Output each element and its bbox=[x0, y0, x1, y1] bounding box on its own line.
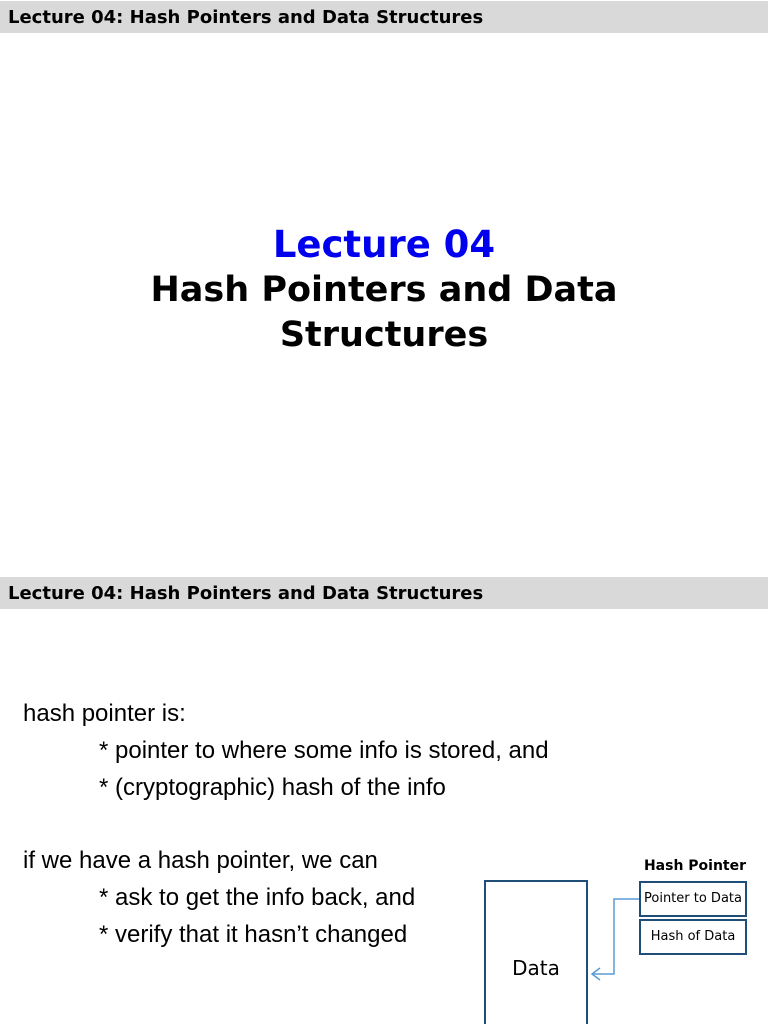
hash-pointer-diagram bbox=[480, 854, 768, 1024]
slide2-header-text: Lecture 04: Hash Pointers and Data Structures bbox=[8, 583, 484, 604]
slide1-header-bar bbox=[0, 1, 768, 33]
slide1-title-block bbox=[0, 222, 768, 358]
hash-pointer-title: Hash Pointer bbox=[643, 858, 747, 874]
capabilities-bullet: * ask to get the info back, and bbox=[99, 884, 416, 911]
slide1-header-text: Lecture 04: Hash Pointers and Data Structures bbox=[8, 7, 484, 28]
pointer-to-data-cell: Pointer to Data bbox=[639, 881, 747, 917]
definition-bullet: * (cryptographic) hash of the info bbox=[99, 774, 446, 801]
hash-of-data-cell: Hash of Data bbox=[639, 919, 747, 955]
definition-block bbox=[23, 695, 549, 806]
definition-bullet: * pointer to where some info is stored, and bbox=[99, 737, 549, 764]
capabilities-bullet: * verify that it hasn’t changed bbox=[99, 921, 408, 948]
capabilities-intro: if we have a hash pointer, we can bbox=[23, 847, 378, 874]
data-label: Data bbox=[512, 956, 560, 980]
slide1-title-topic: Hash Pointers and Data Structures bbox=[150, 270, 618, 355]
slide1-title-lecture-number: Lecture 04 bbox=[272, 223, 496, 266]
data-box bbox=[484, 880, 588, 1024]
definition-intro: hash pointer is: bbox=[23, 700, 186, 727]
slide2-header-bar bbox=[0, 577, 768, 609]
capabilities-block bbox=[23, 842, 415, 953]
